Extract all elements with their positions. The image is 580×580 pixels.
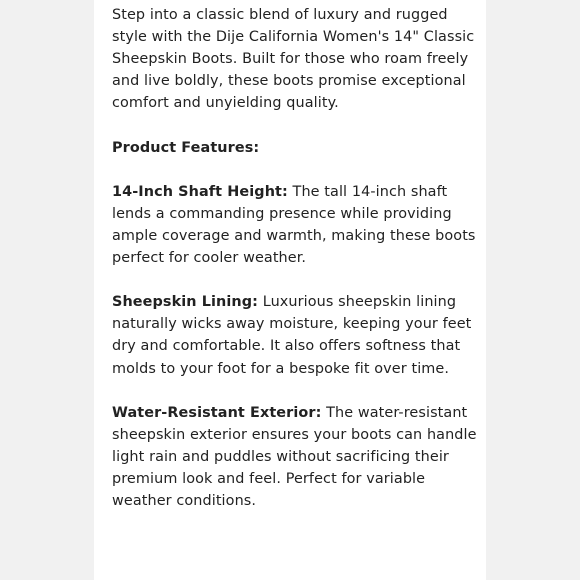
feature-text: Luxurious sheepskin lining naturally wicks away moisture, keeping your feet dry and comfortable. It also offers softness that molds to your foot for a bespoke fit over time.	[112, 294, 472, 377]
product-description-panel	[94, 0, 486, 580]
feature-item-sheepskin-lining	[112, 291, 482, 379]
feature-title: 14-Inch Shaft Height:	[112, 183, 288, 200]
intro-paragraph: Step into a classic blend of luxury and rugged style with the Dije California Women's 14" Classic Sheepskin Boots. Built for those who roam freely and live boldly, these boots promise exceptional comfort and unyielding quality.	[112, 7, 475, 112]
feature-title: Sheepskin Lining:	[112, 294, 259, 311]
feature-text: The water-resistant sheepskin exterior ensures your boots can handle light rain and puddles without sacrificing their premium look and feel. Perfect for variable weather conditions.	[112, 404, 477, 510]
feature-item-water-resistant	[112, 402, 482, 512]
feature-title: Water-Resistant Exterior:	[112, 404, 322, 421]
features-heading: Product Features:	[112, 139, 260, 156]
feature-item-shaft-height	[112, 181, 482, 269]
feature-text: The tall 14-inch shaft lends a commanding presence while providing ample coverage and warmth, making these boots perfect for cooler weather.	[112, 183, 476, 267]
product-description	[112, 4, 482, 534]
